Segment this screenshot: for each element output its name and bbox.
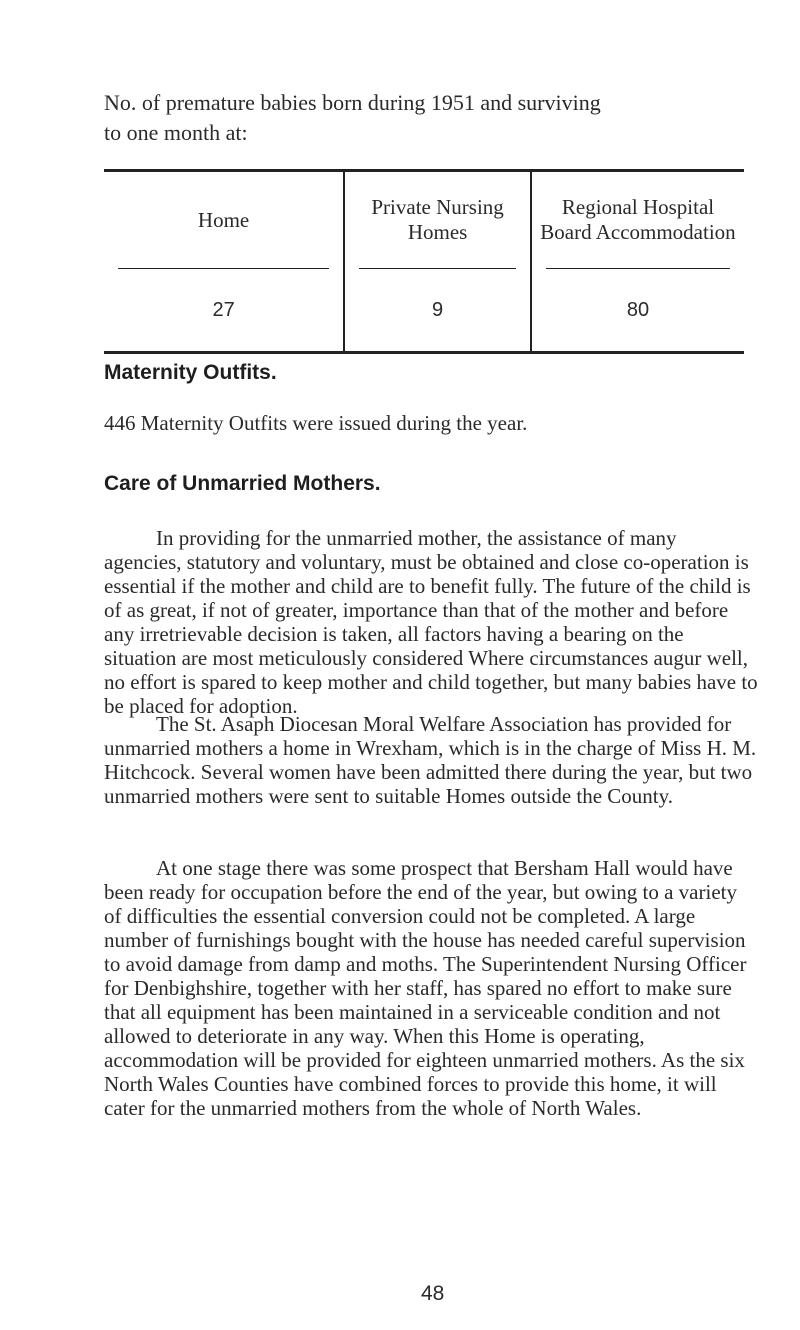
page-number: 48 [421,1282,445,1305]
header-home-label: Home [197,207,250,232]
header-home [104,172,344,268]
maternity-outfits-text: 446 Maternity Outfits were issued during the year. [104,411,528,435]
table-value-row [104,269,744,351]
header-private-line2: Homes [407,220,468,244]
header-regional-line1: Regional Hospital [561,195,715,219]
intro-text [104,88,744,148]
value-private-nursing-homes: 9 [344,269,531,351]
value-regional-hospital: 80 [626,298,650,321]
header-private-nursing-homes [344,172,531,268]
unmarried-mothers-paragraph-2: The St. Asaph Diocesan Moral Welfare Association has provided for unmarried mothers a home in Wrexham, which is in the charge of Miss H. M. Hitchcock. Several women have been admitted there during the year, but two unmarried mothers were sent to suitable Homes outside the County. [104,712,757,808]
intro-line-2: to one month at: [104,120,248,145]
unmarried-mothers-paragraph-1: In providing for the unmarried mother, the assistance of many agencies, statutory and voluntary, must be obtained and close co-operation is essential if the mother and child are to benefit fully. The future of the child is of as great, if not of greater, importance than that of the mother and before any irretrievable decision is taken, all factors having a bearing on the situation are most meticulously considered Where circumstances augur well, no effort is spared to keep mother and child together, but many babies have to be placed for adoption. [104,526,758,718]
maternity-outfits-heading: Maternity Outfits. [104,361,277,384]
premature-babies-table [104,169,744,354]
intro-line-1: No. of premature babies born during 1951 and surviving [104,90,601,115]
unmarried-mothers-paragraph-3: At one stage there was some prospect that Bersham Hall would have been ready for occupation before the end of the year, but owing to a variety of difficulties the essential conversion could not be completed. A large number of furnishings bought with the house has needed careful supervision to avoid damage from damp and moths. The Superintendent Nursing Officer for Denbighshire, together with her staff, has spared no effort to make sure that all equipment has been maintained in a serviceable condition and not allowed to deteriorate in any way. When this Home is operating, accommodation will be provided for eighteen unmarried mothers. As the six North Wales Counties have combined forces to provide this home, it will cater for the unmarried mothers from the whole of North Wales. [104,856,747,1120]
unmarried-mothers-heading: Care of Unmarried Mothers. [104,472,381,495]
header-private-line1: Private Nursing [371,195,504,219]
header-regional-line2: Board Accommodation [540,220,736,244]
value-home: 27 [104,269,344,351]
header-regional-hospital [531,172,744,268]
table-header-row [104,172,744,268]
